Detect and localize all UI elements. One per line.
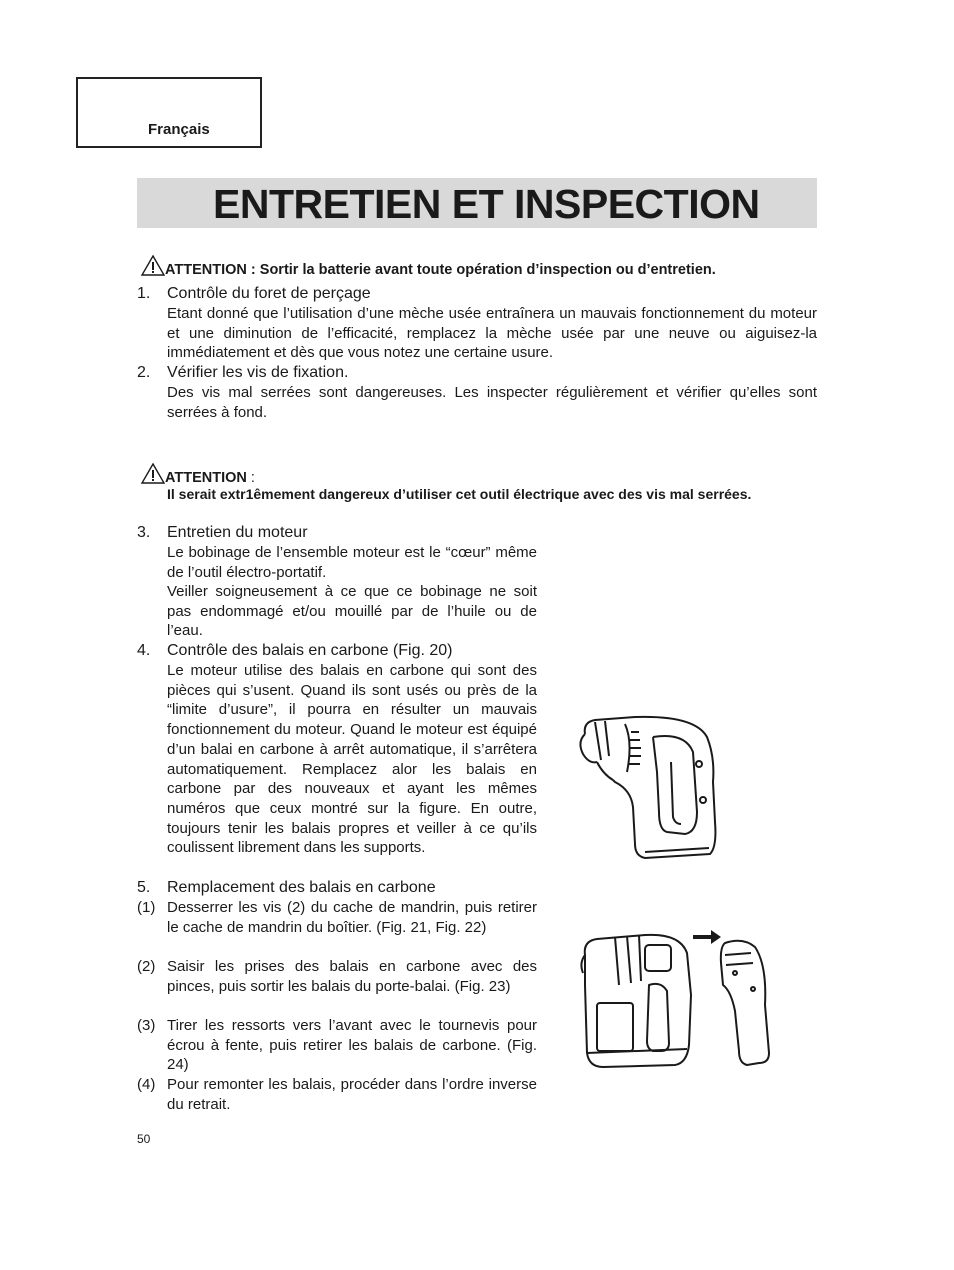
item-3-heading	[137, 523, 308, 543]
language-label: Français	[148, 121, 210, 138]
item-5-title: Remplacement des balais en carbone	[167, 879, 436, 896]
subitem-1-number: (1)	[137, 899, 156, 916]
item-1-title: Contrôle du foret de perçage	[167, 285, 371, 302]
item-4-title: Contrôle des balais en carbone (Fig. 20)	[167, 642, 453, 659]
page-title: ENTRETIEN ET INSPECTION	[213, 181, 760, 227]
item-3-body: Le bobinage de l’ensemble moteur est le “cœur” même de l’outil électro-portatif.	[167, 544, 537, 581]
warning-1	[141, 255, 821, 280]
subitem-1-text: Desserrer les vis (2) du cache de mandrin, puis retirer le cache de mandrin du boîtier. (Fig. 21, Fig. 22)	[167, 899, 537, 936]
subitem-2	[137, 957, 537, 1017]
item-3-body-2: Veiller soigneusement à ce que ce bobinage ne soit pas endommagé et/ou mouillé par de l’huile ou de l’eau.	[167, 583, 537, 640]
language-tab	[76, 77, 262, 148]
item-1-number: 1.	[137, 285, 151, 302]
warning-triangle-icon	[141, 463, 165, 484]
subitem-1	[137, 898, 537, 958]
item-2-heading	[137, 363, 348, 383]
warning-1-text: : Sortir la batterie avant toute opération d’inspection ou d’entretien.	[246, 262, 716, 278]
subitem-3-text: Tirer les ressorts vers l’avant avec le tournevis pour écrou à fente, puis retirer les balais de carbone. (Fig. 24)	[167, 1017, 537, 1074]
item-2-number: 2.	[137, 364, 151, 381]
item-4-body: Le moteur utilise des balais en carbone qui sont des pièces qui s’usent. Quand ils sont usés ou près de la “limite d’usure”, il pourra en résulter un mauvais fonctionnement du moteur. Quand le moteur est équipé d’un balai en carbone à arrêt automatique, il s’arrêtera automatiquement. Remplacez alor les balais en carbone par des nouveaux et ayant les mêmes numéros que ceux montré sur la figure. En outre, toujours tenir les balais propres et veiller à ce qu’ils coulissent librement dans les supports.	[167, 662, 537, 857]
title-bar	[137, 178, 817, 228]
item-4-number: 4.	[137, 642, 151, 659]
subitem-2-number: (2)	[137, 958, 156, 975]
subitem-2-text: Saisir les prises des balais en carbone avec des pinces, puis sortir les balais du porte-balai. (Fig. 23)	[167, 958, 537, 995]
item-2-body: Des vis mal serrées sont dangereuses. Les inspecter régulièrement et vérifier qu’elles sont serrées à fond.	[167, 384, 817, 421]
item-5-heading	[137, 878, 436, 898]
item-3-title: Entretien du moteur	[167, 524, 308, 541]
page-number: 50	[137, 1132, 151, 1146]
subitem-3-number: (3)	[137, 1017, 156, 1034]
warning-2-label: ATTENTION	[165, 470, 247, 486]
item-2-title: Vérifier les vis de fixation.	[167, 364, 349, 381]
subitem-4-text: Pour remonter les balais, procéder dans l’ordre inverse du retrait.	[167, 1076, 537, 1113]
warning-1-label: ATTENTION	[165, 262, 247, 278]
warning-2-text: Il serait extr1êmement dangereux d’utiliser cet outil électrique avec des vis mal serrées.	[167, 486, 752, 502]
drill-cover-removal-illustration	[575, 925, 775, 1070]
item-1-heading	[137, 284, 371, 304]
item-4-heading	[137, 641, 453, 661]
item-3-number: 3.	[137, 524, 151, 541]
subitem-4	[137, 1075, 537, 1115]
warning-2-colon: :	[246, 470, 255, 486]
item-5-number: 5.	[137, 879, 151, 896]
item-1-body: Etant donné que l’utilisation d’une mèche usée entraînera un mauvais fonctionnement du moteur et une diminution de l’efficacité, remplacez la mèche usée par une neuve ou aiguisez-la immédiatement et dès que vous notez une certaine usure.	[167, 305, 817, 362]
warning-triangle-icon	[141, 255, 165, 276]
drill-body-illustration	[575, 712, 725, 862]
subitem-4-number: (4)	[137, 1076, 156, 1093]
subitem-3	[137, 1016, 537, 1076]
arrow-right-icon	[693, 930, 721, 944]
